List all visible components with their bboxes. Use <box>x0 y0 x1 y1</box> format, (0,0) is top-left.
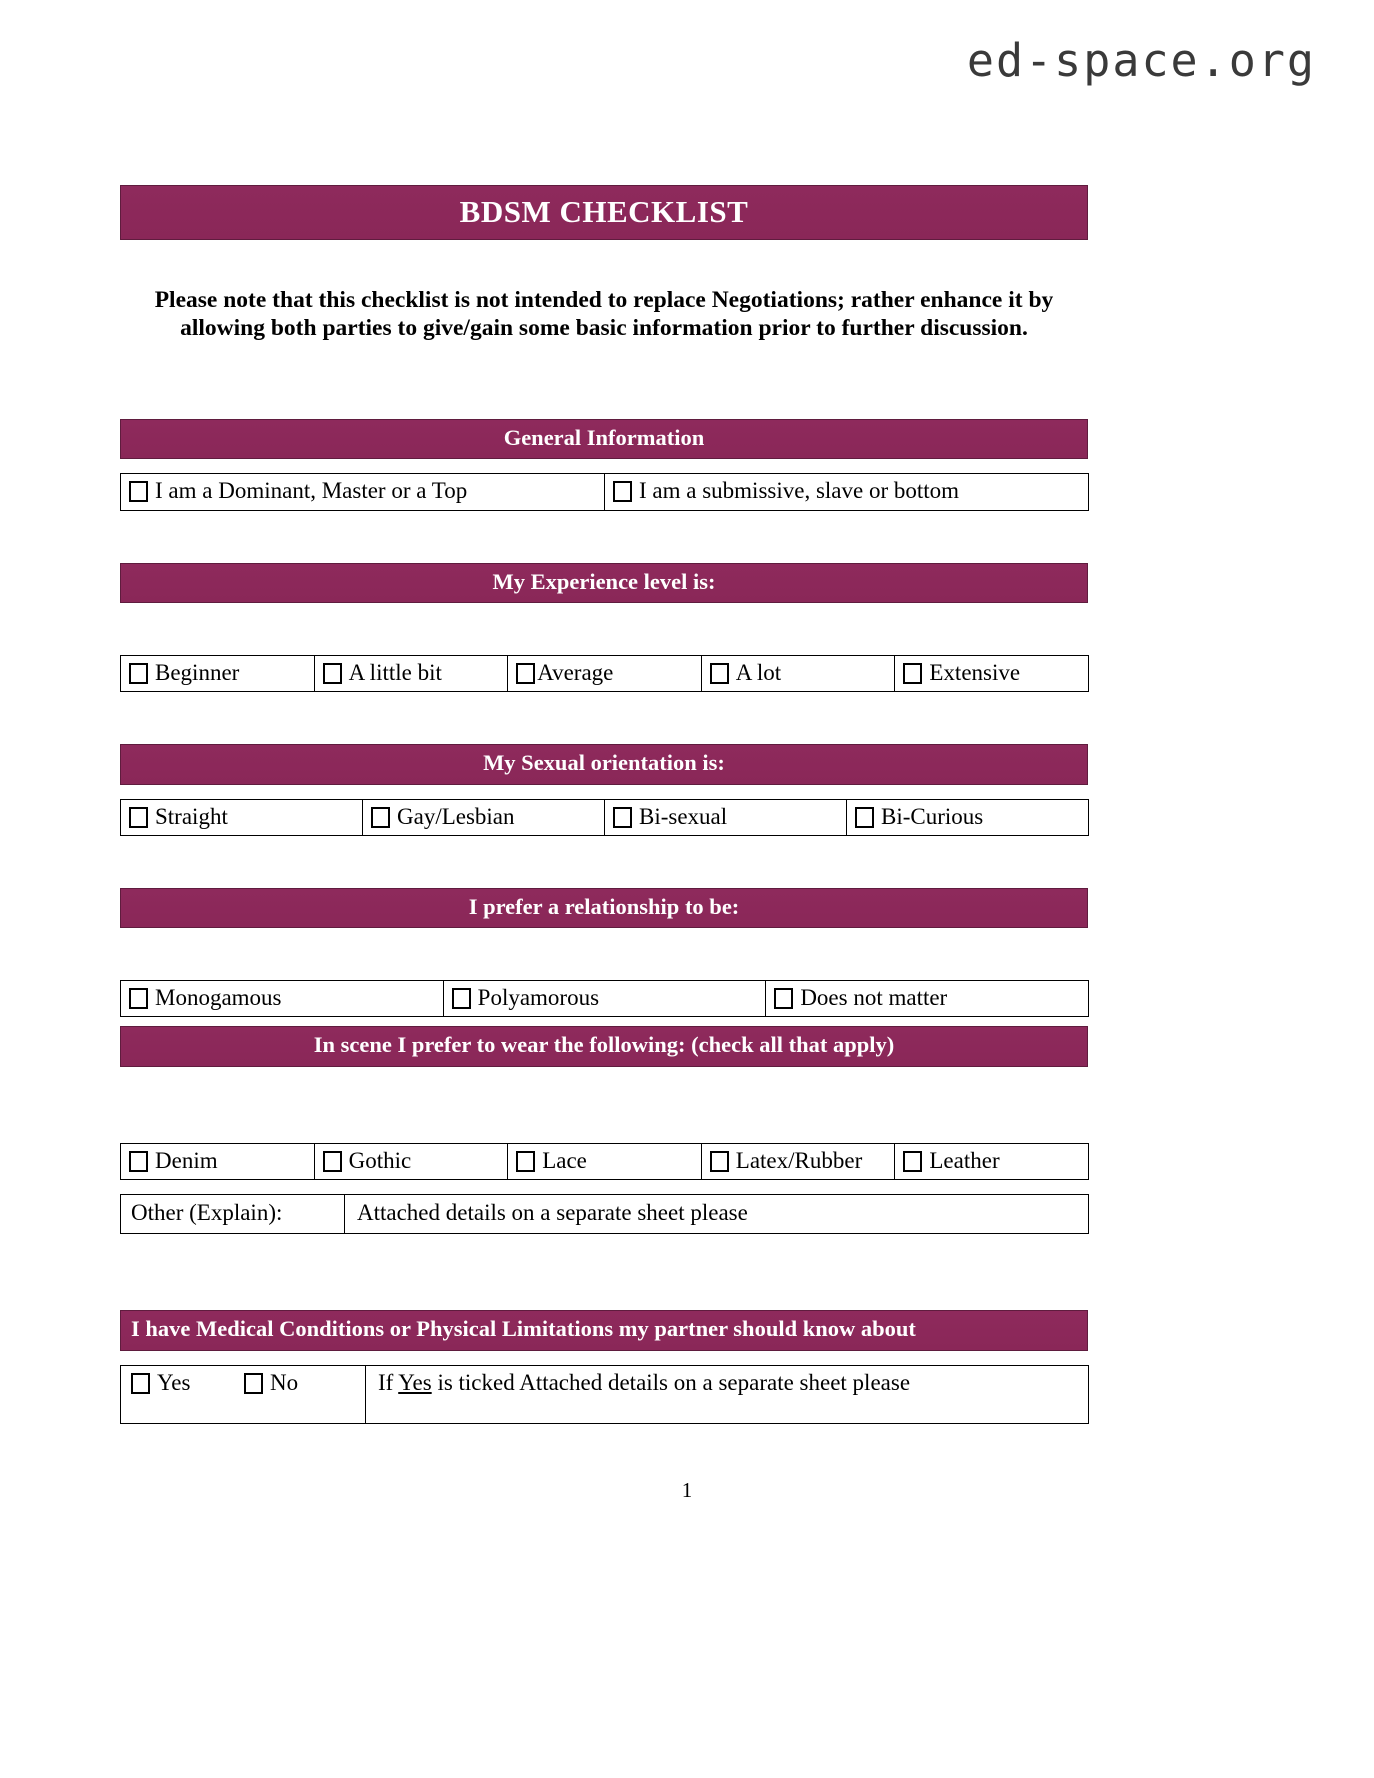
section-heading-general-information: General Information <box>120 419 1088 460</box>
option-row-relationship-preference <box>120 980 1089 1017</box>
option-cell[interactable] <box>766 981 1089 1017</box>
section-heading-experience-level: My Experience level is: <box>120 563 1088 604</box>
option-cell[interactable] <box>121 1143 315 1179</box>
checkbox-icon[interactable] <box>129 1151 148 1172</box>
option-cell[interactable] <box>847 799 1089 835</box>
spacer <box>120 1067 1088 1143</box>
section-heading-sexual-orientation: My Sexual orientation is: <box>120 744 1088 785</box>
checkbox-icon[interactable] <box>774 988 793 1009</box>
spacer <box>120 343 1088 419</box>
checkbox-icon[interactable] <box>129 481 148 502</box>
checkbox-icon[interactable] <box>903 1151 922 1172</box>
option-cell[interactable] <box>443 981 766 1017</box>
option-label: Bi-Curious <box>881 803 984 829</box>
checkbox-icon[interactable] <box>371 807 390 828</box>
section-heading-relationship-preference: I prefer a relationship to be: <box>120 888 1088 929</box>
spacer <box>120 459 1088 473</box>
option-row-sexual-orientation <box>120 799 1089 836</box>
spacer <box>120 511 1088 563</box>
other-explain-label: Other (Explain): <box>121 1195 345 1234</box>
medical-note-underlined: Yes <box>398 1369 432 1395</box>
checkbox-icon[interactable] <box>131 1373 150 1394</box>
option-cell[interactable] <box>701 656 895 692</box>
checkbox-icon[interactable] <box>452 988 471 1009</box>
medical-note-prefix: If <box>378 1369 399 1395</box>
checkbox-icon[interactable] <box>855 807 874 828</box>
checkbox-icon[interactable] <box>903 663 922 684</box>
option-label: A little bit <box>348 660 442 686</box>
option-label: Beginner <box>155 660 240 686</box>
option-row-general-information <box>120 473 1089 510</box>
medical-conditions-row <box>120 1365 1089 1424</box>
option-row-experience-level <box>120 655 1089 692</box>
page-number: 1 <box>681 1478 693 1502</box>
spacer <box>120 785 1088 799</box>
option-cell[interactable] <box>508 1143 702 1179</box>
option-label: Latex/Rubber <box>735 1147 863 1173</box>
spacer <box>120 1351 1088 1365</box>
medical-note-suffix: is ticked Attached details on a separate sheet please <box>431 1369 911 1395</box>
option-label: Extensive <box>929 660 1021 686</box>
intro-paragraph: Please note that this checklist is not intended to replace Negotiations; rather enhance it by allowing both parties to give/gain some basic information prior to further discussion. <box>154 287 1054 341</box>
checkbox-icon[interactable] <box>129 988 148 1009</box>
option-cell[interactable] <box>895 656 1089 692</box>
checkbox-icon[interactable] <box>710 1151 729 1172</box>
option-cell[interactable] <box>314 1143 508 1179</box>
option-label: I am a Dominant, Master or a Top <box>155 478 468 504</box>
option-cell[interactable] <box>895 1143 1089 1179</box>
spacer <box>120 1234 1088 1310</box>
option-cell[interactable] <box>121 799 363 835</box>
option-label: Monogamous <box>155 985 282 1011</box>
checkbox-icon[interactable] <box>516 1151 535 1172</box>
page-title: BDSM CHECKLIST <box>120 185 1088 240</box>
option-row-scene-attire <box>120 1143 1089 1180</box>
option-cell[interactable] <box>605 474 1089 510</box>
checkbox-icon[interactable] <box>323 1151 342 1172</box>
checkbox-icon[interactable] <box>613 481 632 502</box>
checkbox-icon[interactable] <box>516 663 535 684</box>
option-cell[interactable] <box>121 474 605 510</box>
checkbox-icon[interactable] <box>613 807 632 828</box>
option-cell[interactable] <box>363 799 605 835</box>
checkbox-icon[interactable] <box>129 807 148 828</box>
option-label: Lace <box>542 1147 587 1173</box>
option-label: Polyamorous <box>477 985 600 1011</box>
document-page <box>120 0 1088 1424</box>
option-label: No <box>269 1369 299 1395</box>
spacer <box>120 692 1088 744</box>
option-label: Straight <box>155 803 228 829</box>
option-label: Denim <box>155 1147 218 1173</box>
option-cell[interactable] <box>605 799 847 835</box>
option-label: A lot <box>735 660 782 686</box>
option-cell[interactable] <box>314 656 508 692</box>
section-heading-scene-attire: In scene I prefer to wear the following: (check all that apply) <box>120 1026 1088 1067</box>
spacer <box>120 1180 1088 1194</box>
option-label: Gay/Lesbian <box>397 803 515 829</box>
spacer <box>120 603 1088 655</box>
other-explain-value[interactable]: Attached details on a separate sheet please <box>357 1200 748 1226</box>
medical-note-cell <box>366 1365 1089 1423</box>
medical-yes-no-cell[interactable] <box>121 1365 366 1423</box>
option-label: Gothic <box>348 1147 412 1173</box>
checkbox-icon[interactable] <box>323 663 342 684</box>
option-cell[interactable] <box>701 1143 895 1179</box>
checkbox-icon[interactable] <box>244 1373 263 1394</box>
option-cell[interactable] <box>121 981 444 1017</box>
option-cell[interactable] <box>121 656 315 692</box>
option-label: Yes <box>157 1369 191 1395</box>
spacer <box>120 836 1088 888</box>
option-label: Leather <box>929 1147 1000 1173</box>
option-label: Does not matter <box>800 985 948 1011</box>
option-cell[interactable] <box>508 656 702 692</box>
spacer <box>120 928 1088 980</box>
spacer <box>120 1017 1088 1026</box>
other-explain-row <box>120 1194 1089 1234</box>
option-label: Bi-sexual <box>639 803 728 829</box>
checkbox-icon[interactable] <box>129 663 148 684</box>
option-label: Average <box>537 660 614 686</box>
option-label: I am a submissive, slave or bottom <box>639 478 960 504</box>
site-header: ed-space.org <box>966 34 1316 87</box>
section-heading-medical-conditions: I have Medical Conditions or Physical Limitations my partner should know about <box>120 1310 1088 1351</box>
checkbox-icon[interactable] <box>710 663 729 684</box>
